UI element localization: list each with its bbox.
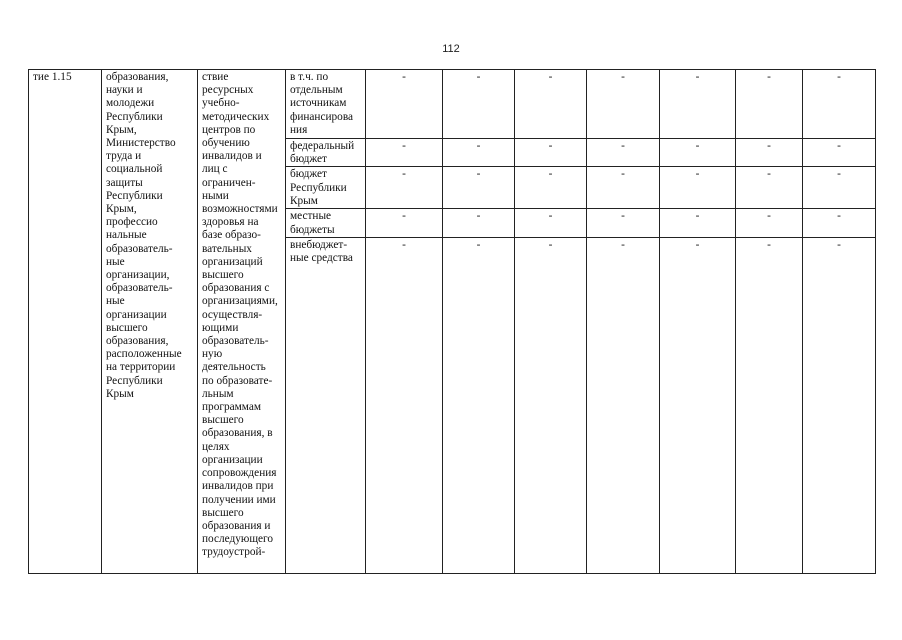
value-cell: - (515, 167, 587, 209)
value-cell: - (515, 139, 587, 167)
executors-cell: образования, науки и молодежи Республики Крым, Министерство труда и социальной защиты Республики Крым, профессио нальные образователь- ные организации, образователь- ные организации высшего образования, расположенные на территории Республики Крым (102, 70, 198, 574)
value-cell: - (443, 167, 515, 209)
value-cell: - (736, 70, 803, 139)
funding-source-cell: внебюджет- ные средства (286, 237, 366, 573)
value-cell: - (443, 70, 515, 139)
value-cell: - (366, 237, 443, 573)
table-row (29, 70, 876, 139)
value-cell: - (736, 139, 803, 167)
value-cell: - (366, 139, 443, 167)
value-cell: - (660, 237, 736, 573)
value-cell: - (803, 167, 876, 209)
value-cell: - (803, 237, 876, 573)
value-cell: - (587, 237, 660, 573)
value-cell: - (803, 139, 876, 167)
measure-description-cell: ствие ресурсных учебно- методических центров по обучению инвалидов и лиц с ограничен- ными возможностями здоровья на базе образо- вательных организаций высшего образования с организациями, осуществля- ющими образователь- ную деятельность по образовате- льным программам высшего образования, в целях организации сопровождения инвалидов при получении ими высшего образования и последующего трудоустрой- (198, 70, 286, 574)
value-cell: - (515, 70, 587, 139)
value-cell: - (443, 139, 515, 167)
value-cell: - (366, 70, 443, 139)
value-cell: - (660, 167, 736, 209)
value-cell: - (443, 237, 515, 573)
page-number: 112 (442, 43, 460, 55)
measure-number-cell: тие 1.15 (29, 70, 102, 574)
value-cell: - (515, 237, 587, 573)
value-cell: - (443, 209, 515, 237)
value-cell: - (587, 139, 660, 167)
value-cell: - (366, 209, 443, 237)
value-cell: - (736, 237, 803, 573)
value-cell: - (587, 209, 660, 237)
value-cell: - (515, 209, 587, 237)
value-cell: - (660, 139, 736, 167)
value-cell: - (736, 167, 803, 209)
value-cell: - (587, 70, 660, 139)
value-cell: - (803, 70, 876, 139)
value-cell: - (736, 209, 803, 237)
value-cell: - (660, 70, 736, 139)
value-cell: - (587, 167, 660, 209)
funding-source-cell: бюджет Республики Крым (286, 167, 366, 209)
value-cell: - (803, 209, 876, 237)
value-cell: - (660, 209, 736, 237)
funding-source-cell: в т.ч. по отдельным источникам финансирова ния (286, 70, 366, 139)
funding-source-cell: местные бюджеты (286, 209, 366, 237)
program-table (28, 69, 876, 574)
value-cell: - (366, 167, 443, 209)
funding-source-cell: федеральный бюджет (286, 139, 366, 167)
